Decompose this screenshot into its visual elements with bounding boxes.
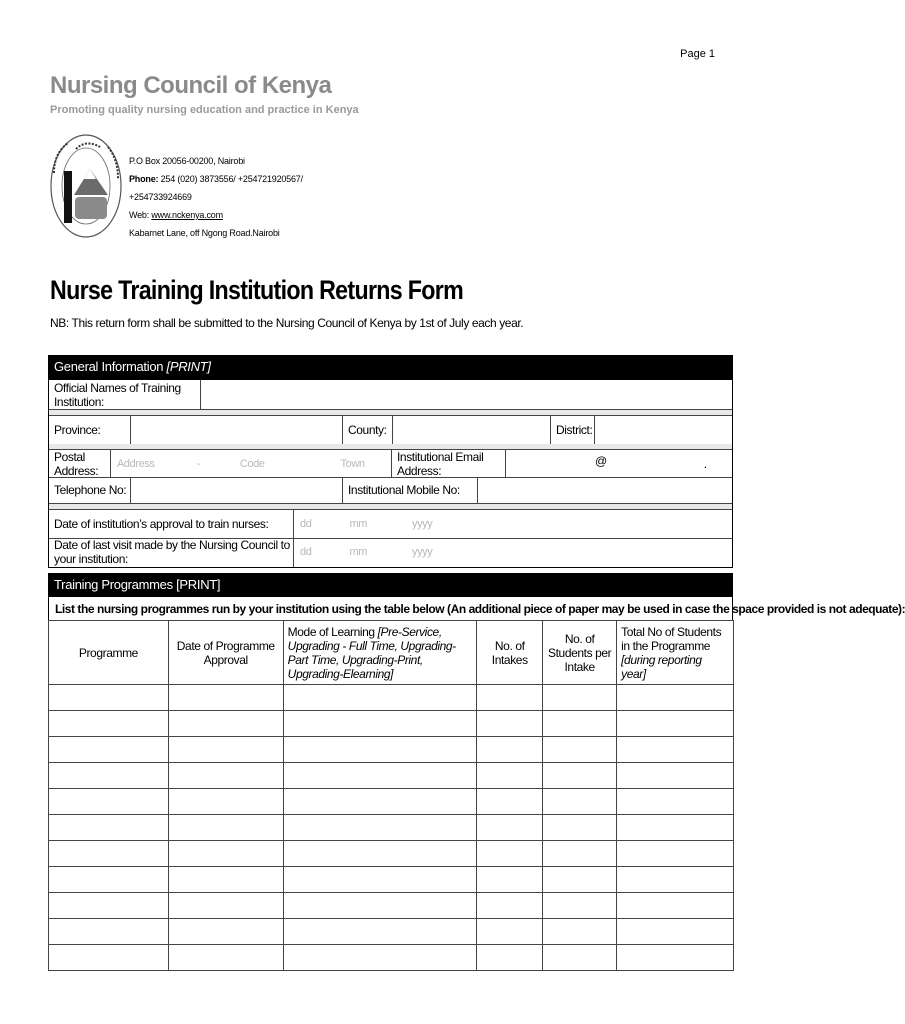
phone-number: 254 (020) 3873556/ +254721920567/ bbox=[158, 174, 303, 184]
table-cell[interactable] bbox=[617, 867, 734, 893]
table-cell[interactable] bbox=[477, 789, 543, 815]
location-row bbox=[49, 415, 732, 445]
table-cell[interactable] bbox=[49, 841, 169, 867]
table-row bbox=[49, 893, 734, 919]
table-cell[interactable] bbox=[168, 945, 283, 971]
form-title: Nurse Training Institution Returns Form bbox=[50, 275, 464, 305]
email-dot: . bbox=[703, 456, 707, 471]
table-cell[interactable] bbox=[543, 711, 617, 737]
col-programme: Programme bbox=[49, 621, 169, 685]
table-cell[interactable] bbox=[477, 737, 543, 763]
table-cell[interactable] bbox=[283, 893, 477, 919]
programmes-header-row bbox=[49, 621, 734, 685]
district-field[interactable] bbox=[595, 416, 732, 444]
po-box: P.O Box 20056-00200, Nairobi bbox=[129, 156, 245, 166]
table-cell[interactable] bbox=[543, 867, 617, 893]
col-approval-date: Date of Programme Approval bbox=[168, 621, 283, 685]
table-cell[interactable] bbox=[543, 789, 617, 815]
table-cell[interactable] bbox=[283, 685, 477, 711]
telephone-label: Telephone No: bbox=[49, 477, 131, 503]
table-cell[interactable] bbox=[543, 737, 617, 763]
table-cell[interactable] bbox=[283, 867, 477, 893]
table-row bbox=[49, 711, 734, 737]
training-programmes-heading: Training Programmes [PRINT] bbox=[48, 573, 733, 597]
table-cell[interactable] bbox=[49, 789, 169, 815]
general-heading-text: General Information bbox=[54, 359, 167, 374]
council-seal-logo bbox=[50, 133, 122, 239]
address-dash: - bbox=[196, 457, 200, 470]
table-cell[interactable] bbox=[283, 711, 477, 737]
postal-address-label: Postal Address: bbox=[49, 450, 111, 477]
mobile-field[interactable] bbox=[478, 477, 732, 503]
table-cell[interactable] bbox=[168, 815, 283, 841]
table-row bbox=[49, 919, 734, 945]
approval-yyyy: yyyy bbox=[411, 518, 433, 530]
organization-tagline: Promoting quality nursing education and practice in Kenya bbox=[50, 104, 359, 116]
total-period: [during reporting year] bbox=[621, 652, 702, 681]
table-row bbox=[49, 841, 734, 867]
table-cell[interactable] bbox=[283, 789, 477, 815]
general-information-heading bbox=[48, 355, 733, 379]
table-cell[interactable] bbox=[617, 685, 734, 711]
table-cell[interactable] bbox=[617, 919, 734, 945]
table-cell[interactable] bbox=[283, 919, 477, 945]
table-cell[interactable] bbox=[477, 919, 543, 945]
col-intakes: No. of Intakes bbox=[477, 621, 543, 685]
table-cell[interactable] bbox=[477, 867, 543, 893]
table-cell[interactable] bbox=[49, 737, 169, 763]
table-cell[interactable] bbox=[617, 763, 734, 789]
phone-label: Phone: bbox=[129, 174, 159, 184]
table-cell[interactable] bbox=[477, 893, 543, 919]
official-names-label: Official Names of Training Institution: bbox=[49, 380, 201, 409]
approval-date-row bbox=[49, 509, 732, 539]
table-cell[interactable] bbox=[168, 685, 283, 711]
town-placeholder: Town bbox=[340, 457, 365, 470]
district-label: District: bbox=[551, 416, 595, 444]
table-cell[interactable] bbox=[477, 945, 543, 971]
email-label: Institutional Email Address: bbox=[392, 450, 506, 477]
table-cell[interactable] bbox=[477, 841, 543, 867]
table-cell[interactable] bbox=[49, 815, 169, 841]
email-field[interactable] bbox=[506, 450, 732, 477]
table-row bbox=[49, 867, 734, 893]
table-cell[interactable] bbox=[168, 789, 283, 815]
email-at: @ bbox=[595, 453, 607, 468]
col-total-students bbox=[617, 621, 734, 685]
table-cell[interactable] bbox=[168, 919, 283, 945]
phone-line bbox=[129, 170, 303, 188]
table-cell[interactable] bbox=[477, 763, 543, 789]
table-row bbox=[49, 945, 734, 971]
approval-date-field[interactable] bbox=[294, 510, 732, 538]
table-cell[interactable] bbox=[168, 893, 283, 919]
mode-label: Mode of Learning bbox=[287, 624, 378, 639]
table-cell[interactable] bbox=[49, 945, 169, 971]
visit-yyyy: yyyy bbox=[411, 546, 433, 558]
table-cell[interactable] bbox=[168, 711, 283, 737]
table-cell[interactable] bbox=[49, 763, 169, 789]
table-cell[interactable] bbox=[617, 789, 734, 815]
table-row bbox=[49, 685, 734, 711]
table-cell[interactable] bbox=[477, 815, 543, 841]
table-cell[interactable] bbox=[168, 763, 283, 789]
postal-row bbox=[49, 449, 732, 478]
web-line bbox=[129, 206, 303, 224]
table-cell[interactable] bbox=[543, 945, 617, 971]
street-address: Kabarnet Lane, off Ngong Road.Nairobi bbox=[129, 228, 280, 238]
table-cell[interactable] bbox=[617, 711, 734, 737]
table-cell[interactable] bbox=[49, 711, 169, 737]
table-cell[interactable] bbox=[283, 763, 477, 789]
table-cell[interactable] bbox=[49, 867, 169, 893]
visit-mm: mm bbox=[349, 546, 367, 558]
postal-address-field[interactable] bbox=[111, 450, 392, 477]
table-row bbox=[49, 763, 734, 789]
table-cell[interactable] bbox=[617, 945, 734, 971]
table-cell[interactable] bbox=[49, 893, 169, 919]
organization-name: Nursing Council of Kenya bbox=[50, 72, 332, 99]
table-cell[interactable] bbox=[283, 815, 477, 841]
last-visit-label: Date of last visit made by the Nursing Council to your institution: bbox=[49, 537, 294, 567]
visit-dd: dd bbox=[300, 546, 312, 558]
table-cell[interactable] bbox=[543, 841, 617, 867]
table-cell[interactable] bbox=[283, 841, 477, 867]
mode-options: [Pre-Service, Upgrading - Full Time, Upgrading-Part Time, Upgrading-Print, Upgrading-Elearning] bbox=[287, 624, 456, 681]
approval-date-label: Date of institution’s approval to train nurses: bbox=[49, 510, 294, 538]
table-cell[interactable] bbox=[283, 737, 477, 763]
contact-block bbox=[129, 152, 303, 242]
last-visit-field[interactable] bbox=[294, 537, 732, 567]
last-visit-row bbox=[49, 537, 732, 567]
table-cell[interactable] bbox=[617, 841, 734, 867]
table-cell[interactable] bbox=[617, 893, 734, 919]
telephone-row bbox=[49, 477, 732, 504]
table-cell[interactable] bbox=[543, 919, 617, 945]
province-label: Province: bbox=[49, 416, 131, 444]
official-names-row bbox=[49, 380, 732, 410]
table-cell[interactable] bbox=[543, 763, 617, 789]
table-cell[interactable] bbox=[168, 737, 283, 763]
col-students-per-intake: No. of Students per Intake bbox=[543, 621, 617, 685]
website-link[interactable]: www.nckenya.com bbox=[151, 210, 223, 220]
table-cell[interactable] bbox=[49, 919, 169, 945]
official-names-field[interactable] bbox=[201, 380, 732, 409]
total-label: Total No of Students in the Programme bbox=[621, 624, 722, 653]
submission-note: NB: This return form shall be submitted to the Nursing Council of Kenya by 1st of July each year. bbox=[50, 316, 524, 330]
telephone-field[interactable] bbox=[131, 477, 343, 503]
county-field[interactable] bbox=[393, 416, 551, 444]
general-heading-print: [PRINT] bbox=[166, 359, 211, 374]
table-cell[interactable] bbox=[477, 711, 543, 737]
table-cell[interactable] bbox=[168, 867, 283, 893]
col-mode-of-learning bbox=[283, 621, 477, 685]
mobile-label: Institutional Mobile No: bbox=[343, 477, 478, 503]
table-cell[interactable] bbox=[543, 893, 617, 919]
county-label: County: bbox=[343, 416, 393, 444]
table-cell[interactable] bbox=[49, 685, 169, 711]
training-list-note: List the nursing programmes run by your institution using the table below (An additional piece of paper may be used in case the space provided is not adequate): bbox=[48, 597, 733, 621]
province-field[interactable] bbox=[131, 416, 343, 444]
table-cell[interactable] bbox=[543, 815, 617, 841]
table-cell[interactable] bbox=[168, 841, 283, 867]
table-cell[interactable] bbox=[617, 737, 734, 763]
table-row bbox=[49, 789, 734, 815]
web-label: Web: bbox=[129, 210, 150, 220]
table-cell[interactable] bbox=[477, 685, 543, 711]
table-cell[interactable] bbox=[543, 685, 617, 711]
table-row bbox=[49, 737, 734, 763]
page-number: Page 1 bbox=[680, 48, 715, 60]
table-cell[interactable] bbox=[617, 815, 734, 841]
approval-mm: mm bbox=[349, 518, 367, 530]
address-placeholder: Address bbox=[117, 457, 155, 470]
programmes-table bbox=[48, 620, 734, 971]
code-placeholder: Code bbox=[239, 457, 265, 470]
general-information-section bbox=[48, 379, 733, 568]
approval-dd: dd bbox=[300, 518, 312, 530]
table-row bbox=[49, 815, 734, 841]
table-cell[interactable] bbox=[283, 945, 477, 971]
phone-line-2: +254733924669 bbox=[129, 192, 192, 202]
programmes-body bbox=[49, 685, 734, 971]
